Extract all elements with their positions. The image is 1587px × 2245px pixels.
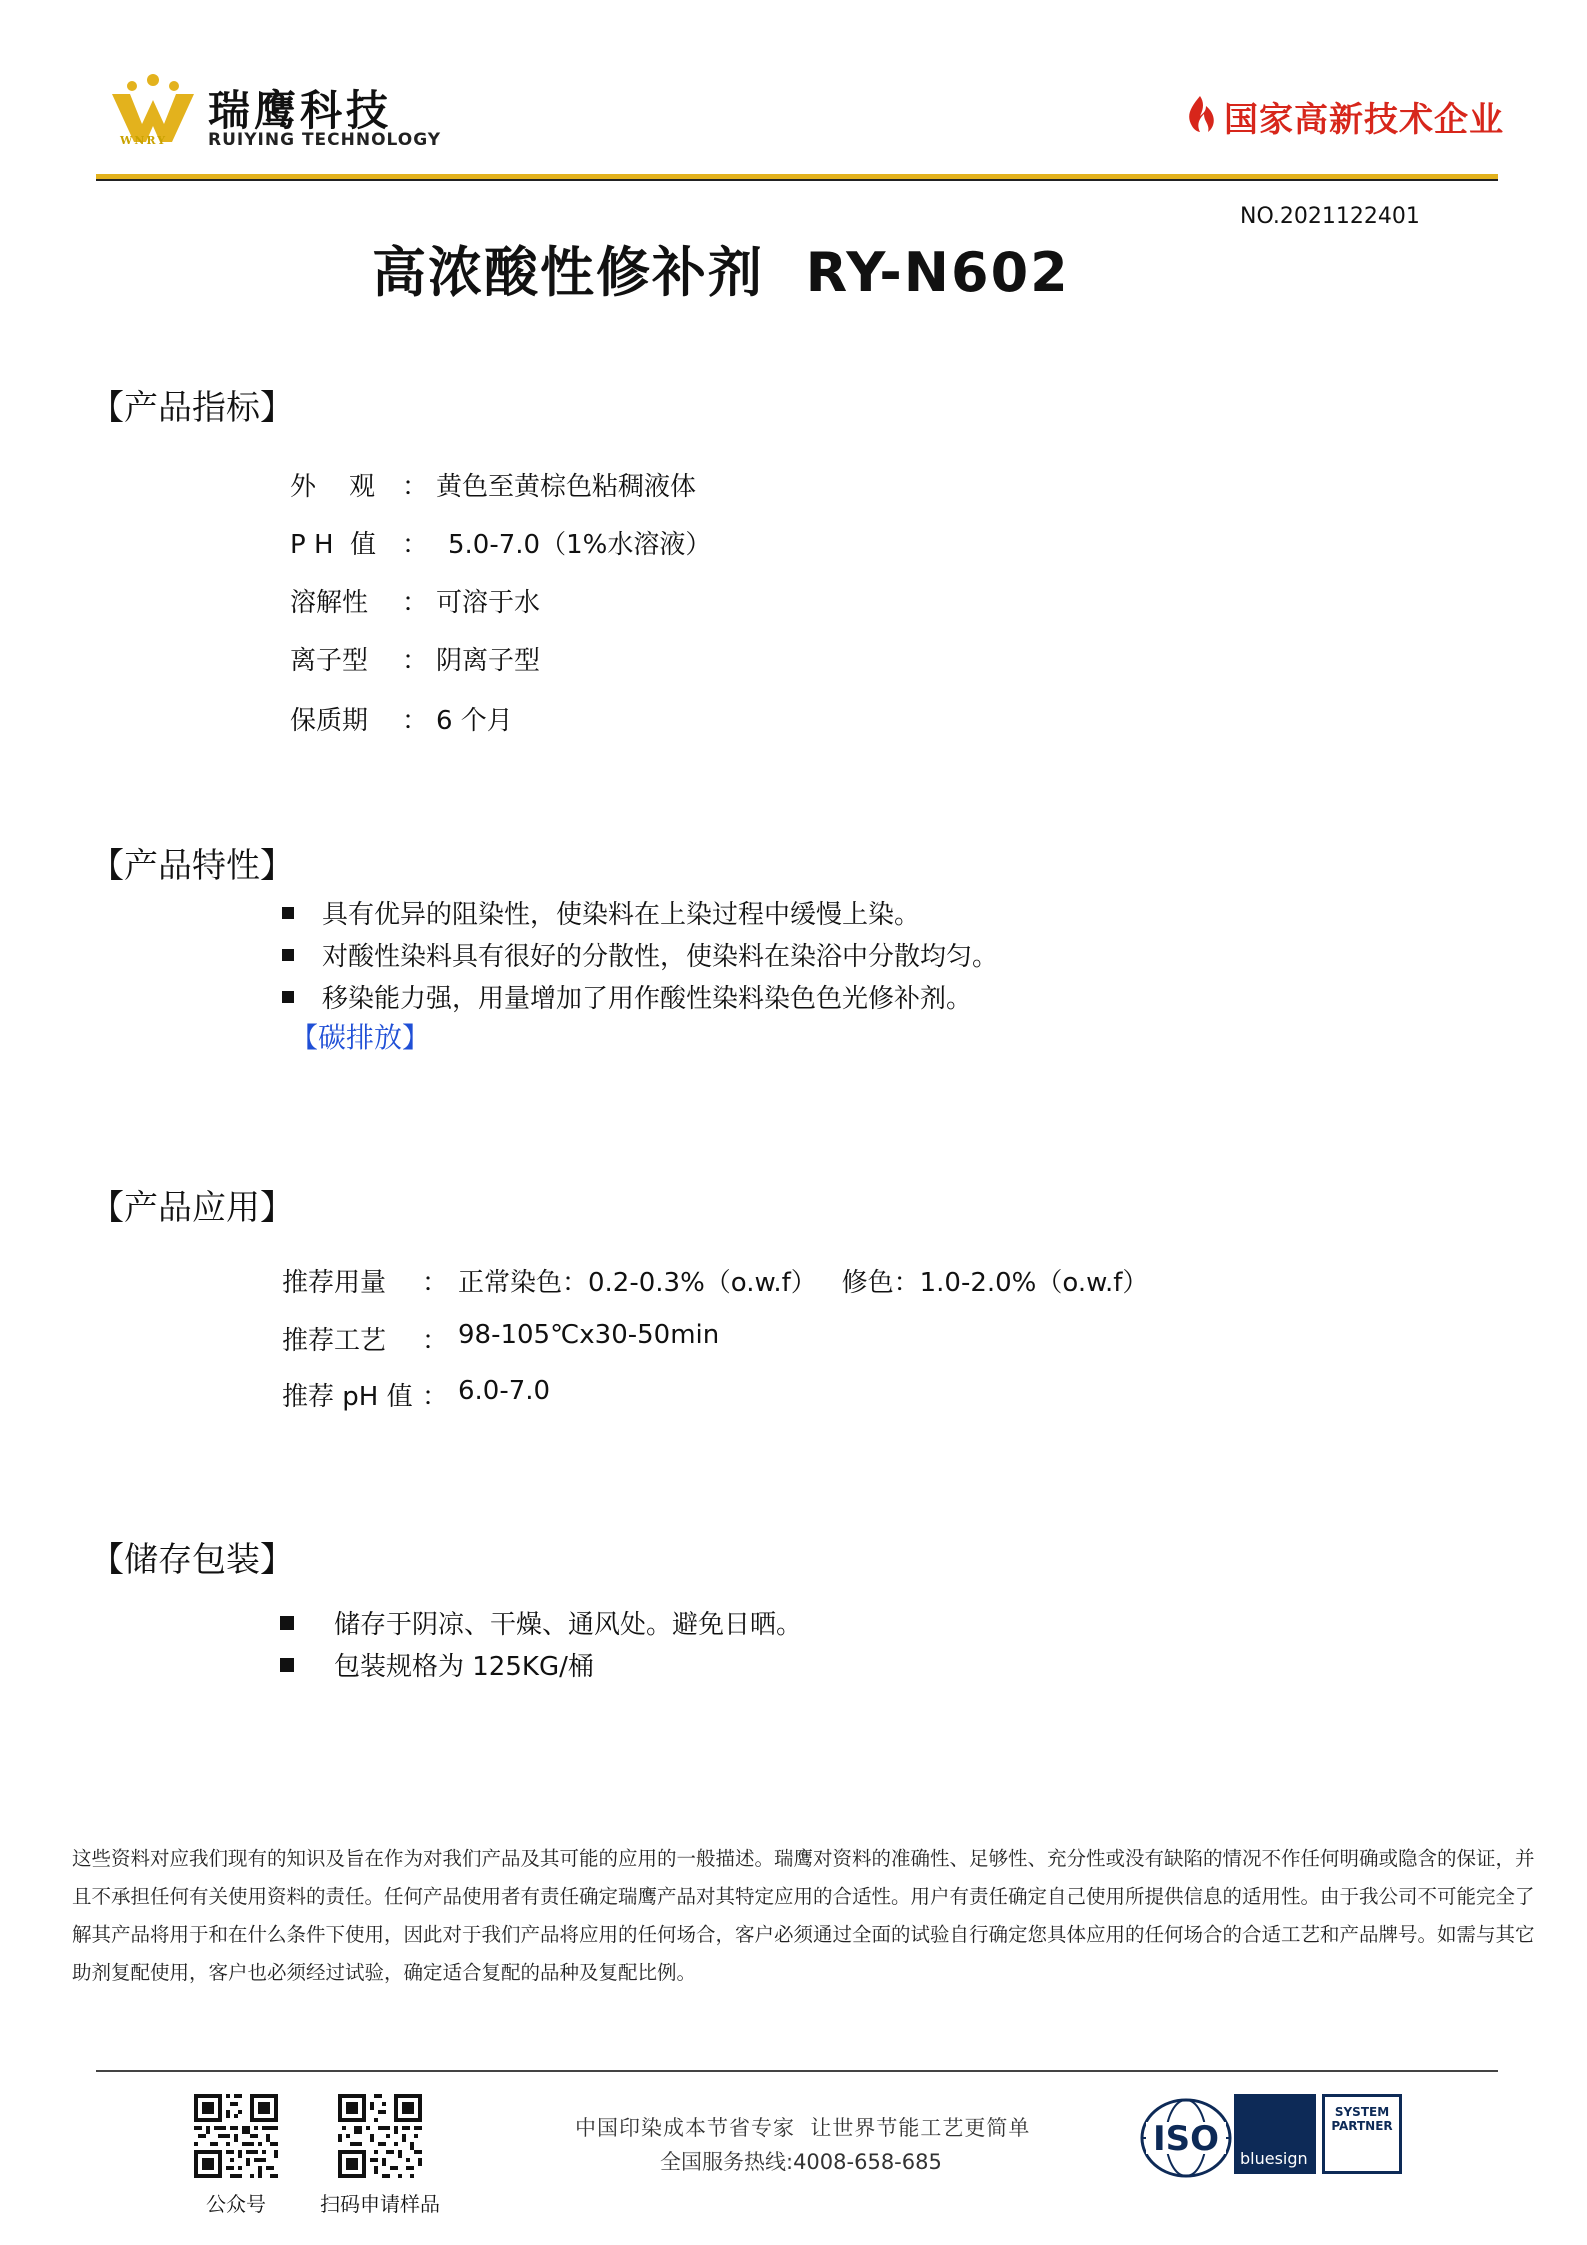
- document-number: NO.2021122401: [1240, 204, 1420, 229]
- application-label: 推荐 pH 值: [282, 1382, 413, 1412]
- section-heading-features: 【产品特性】: [90, 846, 294, 886]
- sample-request-qr-code-icon[interactable]: [338, 2094, 422, 2178]
- application-label: 推荐用量: [282, 1268, 387, 1298]
- footer-divider: [96, 2070, 1498, 2072]
- carbon-emission-tag: 【碳排放】: [290, 1021, 431, 1054]
- company-slogan: 中国印染成本节省专家 让世界节能工艺更简单: [575, 2116, 1031, 2140]
- list-item: 包装规格为 125KG/桶: [280, 1646, 594, 1683]
- section-heading-application: 【产品应用】: [90, 1188, 294, 1228]
- application-value: 正常染色：0.2-0.3%（o.w.f） 修色：1.0-2.0%（o.w.f）: [458, 1268, 1149, 1298]
- system-partner-badge: SYSTEM PARTNER: [1322, 2094, 1402, 2174]
- page-title: 高浓酸性修补剂 RY-N602: [372, 241, 1070, 304]
- application-value: 98-105℃x30-50min: [458, 1320, 720, 1350]
- bluesign-logo: bluesign: [1234, 2094, 1316, 2174]
- service-hotline: 全国服务热线:4008-658-685: [660, 2150, 942, 2174]
- high-tech-flame-icon: [1182, 94, 1218, 134]
- disclaimer-text: 这些资料对应我们现有的知识及旨在作为对我们产品及其可能的应用的一般描述。瑞鹰对资料的准确性、足够性、充分性或没有缺陷的情况不作任何明确或隐含的保证，并且不承担任何有关使用资料的责任。任何产品使用者有责任确定瑞鹰产品对其特定应用的合适性。用户有责任确定自己使用所提供信息的适用性。由于我公司不可能完全了解其产品将用于和在什么条件下使用，因此对于我们产品将应用的任何场合，客户必须通过全面的试验自行确定您具体应用的任何场合的合适工艺和产品牌号。如需与其它助剂复配使用，客户也必须经过试验，确定适合复配的品种及复配比例。: [72, 1847, 1535, 1984]
- list-item: 对酸性染料具有很好的分散性，使染料在染浴中分散均匀。: [282, 936, 998, 973]
- brand-name-cn: 瑞鹰科技: [208, 86, 393, 135]
- indicator-label: 离子型: [290, 646, 369, 676]
- bullet-icon: [282, 949, 294, 961]
- bullet-icon: [282, 991, 294, 1003]
- application-label: 推荐工艺: [282, 1326, 387, 1356]
- brand-abbr: WNRY: [120, 134, 168, 147]
- application-value: 6.0-7.0: [458, 1376, 551, 1406]
- bullet-icon: [280, 1616, 294, 1630]
- wechat-qr-code-icon[interactable]: [194, 2094, 278, 2178]
- indicator-value: 黄色至黄棕色粘稠液体: [436, 472, 697, 502]
- bullet-icon: [280, 1658, 294, 1672]
- section-heading-indicators: 【产品指标】: [90, 388, 294, 428]
- indicator-value: 可溶于水: [436, 588, 541, 618]
- brand-name-en: RUIYING TECHNOLOGY: [208, 130, 442, 150]
- iso-logo-icon: [1140, 2096, 1232, 2180]
- qr-label-sample-request: 扫码申请样品: [320, 2192, 440, 2216]
- high-tech-badge: 国家高新技术企业: [1224, 100, 1504, 140]
- list-item: 具有优异的阻染性，使染料在上染过程中缓慢上染。: [282, 894, 920, 931]
- list-item: 储存于阴凉、干燥、通风处。避免日晒。: [280, 1604, 802, 1641]
- indicator-value: 5.0-7.0（1%水溶液）: [448, 530, 712, 560]
- svg-text:ISO: ISO: [1152, 2119, 1220, 2159]
- indicator-label: P H 值: [290, 530, 377, 560]
- qr-label-official-account: 公众号: [206, 2192, 266, 2216]
- indicator-label: 外 观: [290, 472, 376, 502]
- header-divider-dark: [96, 179, 1498, 181]
- bullet-icon: [282, 907, 294, 919]
- list-item: 移染能力强，用量增加了用作酸性染料染色色光修补剂。: [282, 978, 972, 1015]
- indicator-label: 溶解性: [290, 588, 369, 618]
- indicator-value: 阴离子型: [436, 646, 541, 676]
- section-heading-storage: 【储存包装】: [90, 1540, 294, 1580]
- indicator-value: 6 个月: [436, 706, 513, 736]
- indicator-label: 保质期: [290, 706, 369, 736]
